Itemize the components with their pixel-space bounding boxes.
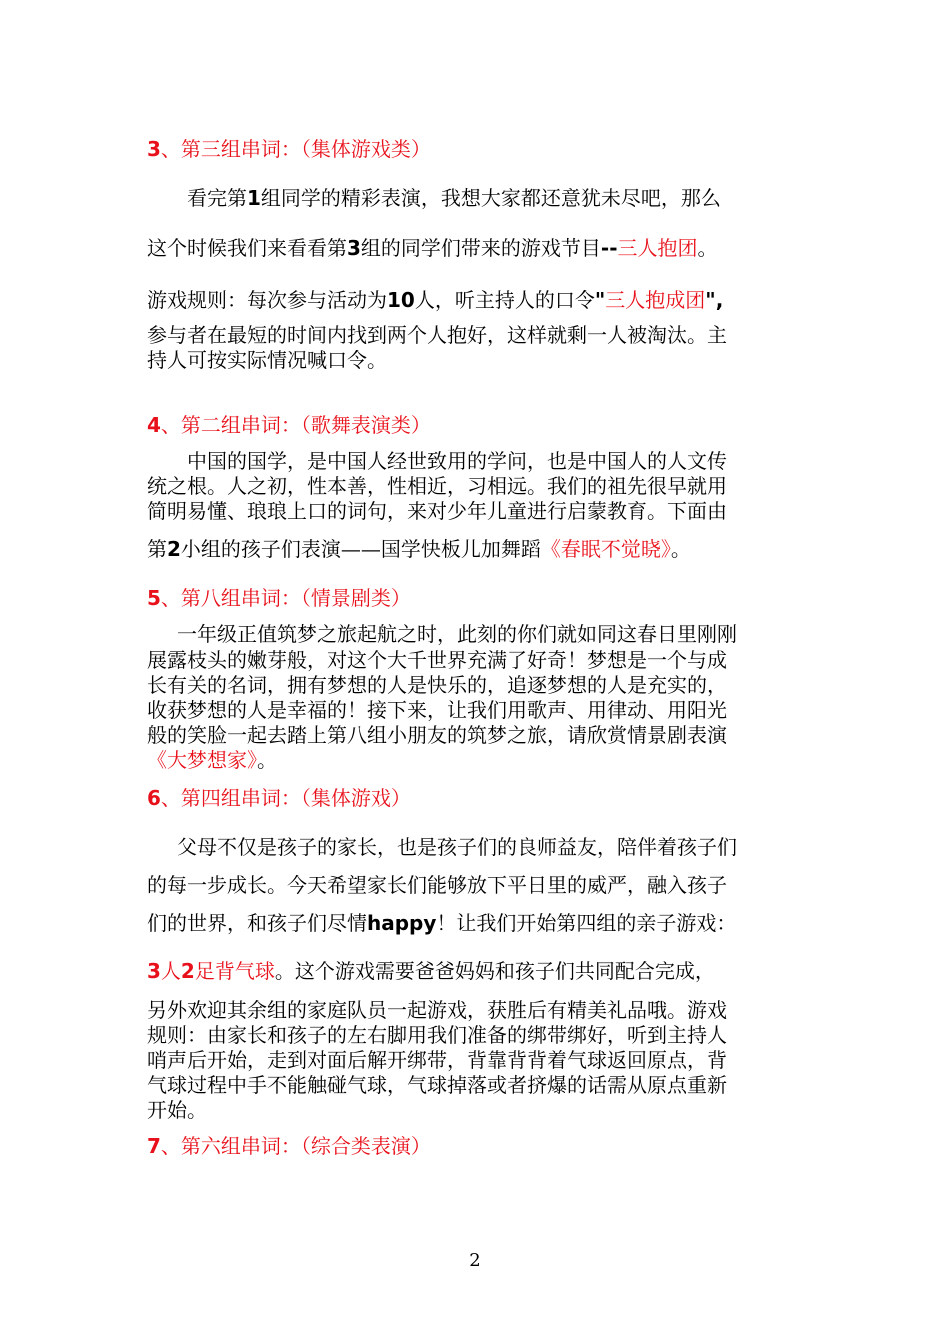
s6-line-4: 3人2足背气球。这个游戏需要爸爸妈妈和孩子们共同配合完成， (147, 959, 715, 983)
s6-line-3: 们的世界，和孩子们尽情happy！让我们开始第四组的亲子游戏： (147, 911, 737, 935)
s6-line-5: 另外欢迎其余组的家庭队员一起游戏，获胜后有精美礼品哦。游戏 (147, 998, 727, 1022)
section-3-heading: 3、第三组串词：（集体游戏类） (147, 137, 431, 161)
s5-line-1: 一年级正值筑梦之旅起航之时，此刻的你们就如同这春日里刚刚 (177, 622, 737, 646)
game-title: 三人抱团 (617, 236, 698, 260)
s6-line-9: 开始。 (147, 1098, 207, 1122)
section-4-heading: 4、第二组串词：（歌舞表演类） (147, 413, 431, 437)
s3-line-5: 持人可按实际情况喊口令。 (147, 348, 387, 372)
s5-line-6: 《大梦想家》。 (147, 748, 277, 772)
page-number: 2 (469, 1250, 481, 1271)
s3-line-4: 参与者在最短的时间内找到两个人抱好，这样就剩一人被淘汰。主 (147, 323, 727, 347)
s3-line-3: 游戏规则：每次参与活动为10人，听主持人的口令"三人抱成团", (147, 288, 724, 312)
s5-line-4: 收获梦想的人是幸福的！接下来，让我们用歌声、用律动、用阳光 (147, 698, 727, 722)
s6-line-7: 哨声后开始，走到对面后解开绑带，背靠背背着气球返回原点，背 (147, 1048, 727, 1072)
s6-line-8: 气球过程中手不能触碰气球，气球掉落或者挤爆的话需从原点重新 (147, 1073, 727, 1097)
s6-line-6: 规则：由家长和孩子的左右脚用我们准备的绑带绑好，听到主持人 (147, 1023, 727, 1047)
s3-line-1: 看完第1组同学的精彩表演，我想大家都还意犹未尽吧，那么 (187, 186, 721, 210)
s4-line-3: 简明易懂、琅琅上口的词句，来对少年儿童进行启蒙教育。下面由 (147, 499, 727, 523)
s5-line-3: 长有关的名词，拥有梦想的人是快乐的，追逐梦想的人是充实的， (147, 673, 727, 697)
s6-line-1: 父母不仅是孩子的家长，也是孩子们的良师益友，陪伴着孩子们 (177, 835, 737, 859)
s5-line-2: 展露枝头的嫩芽般，对这个大千世界充满了好奇！梦想是一个与成 (147, 648, 727, 672)
section-7-heading: 7、第六组串词：（综合类表演） (147, 1134, 431, 1158)
s4-line-4: 第2小组的孩子们表演——国学快板儿加舞蹈《春眠不觉晓》。 (147, 537, 691, 561)
s4-line-2: 统之根。人之初，性本善，性相近，习相远。我们的祖先很早就用 (147, 474, 727, 498)
s4-line-1: 中国的国学，是中国人经世致用的学问，也是中国人的人文传 (187, 449, 727, 473)
section-6-heading: 6、第四组串词：（集体游戏） (147, 786, 411, 810)
section-5-heading: 5、第八组串词：（情景剧类） (147, 586, 411, 610)
s6-line-2: 的每一步成长。今天希望家长们能够放下平日里的威严，融入孩子 (147, 873, 727, 897)
s5-line-5: 般的笑脸一起去踏上第八组小朋友的筑梦之旅，请欣赏情景剧表演 (147, 723, 727, 747)
s3-line-2: 这个时候我们来看看第3组的同学们带来的游戏节目--三人抱团。 (147, 236, 718, 260)
